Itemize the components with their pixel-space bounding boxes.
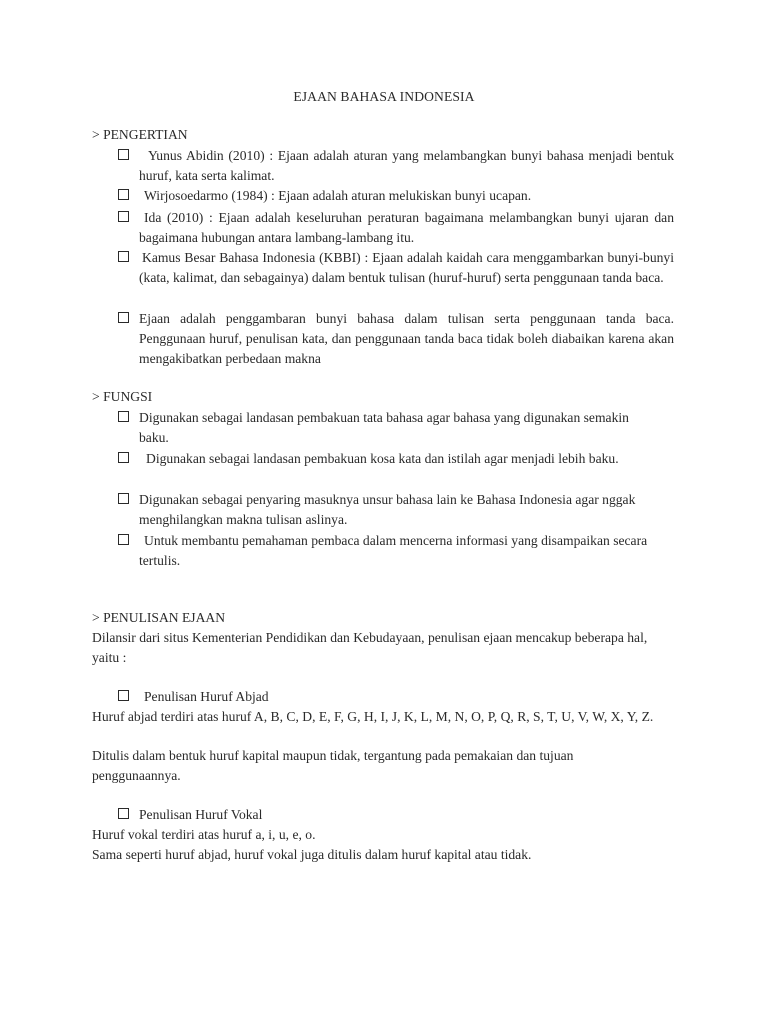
list-item bbox=[118, 449, 674, 469]
checkbox-icon bbox=[118, 534, 129, 545]
list-item bbox=[118, 208, 674, 248]
list-item-text: Digunakan sebagai landasan pembakuan tata bahasa agar bahasa yang digunakan semakin baku. bbox=[139, 410, 629, 445]
list-item-text: Untuk membantu pemahaman pembaca dalam mencerna informasi yang disampaikan secara tertulis. bbox=[139, 533, 648, 568]
checkbox-icon bbox=[118, 189, 129, 200]
subsection-vokal bbox=[118, 805, 674, 825]
checkbox-icon bbox=[118, 312, 129, 323]
checkbox-icon bbox=[118, 493, 129, 504]
list-item-text: Ejaan adalah penggambaran bunyi bahasa dalam tulisan serta penggunaan tanda baca. Penggunaan huruf, penulisan kata, dan penggunaan tanda baca tidak boleh diabaikan karena akan mengakibatkan perbedaan makna bbox=[139, 311, 674, 366]
checkbox-icon bbox=[118, 411, 129, 422]
list-item-text: Digunakan sebagai penyaring masuknya unsur bahasa lain ke Bahasa Indonesia agar nggak menghilangkan makna tulisan aslinya. bbox=[139, 492, 636, 527]
list-item bbox=[118, 248, 674, 288]
checkbox-icon bbox=[118, 690, 129, 701]
list-item bbox=[118, 186, 674, 206]
subsection-title: Penulisan Huruf Abjad bbox=[144, 689, 269, 704]
list-item-text: Ida (2010) : Ejaan adalah keseluruhan peraturan bagaimana melambangkan bunyi ujaran dan bagaimana hubungan antara lambang-lambang itu. bbox=[139, 210, 674, 245]
list-item bbox=[118, 490, 674, 530]
checkbox-icon bbox=[118, 452, 129, 463]
checkbox-icon bbox=[118, 149, 129, 160]
checkbox-icon bbox=[118, 251, 129, 262]
section-heading-pengertian: > PENGERTIAN bbox=[92, 127, 188, 142]
section-heading-fungsi: > FUNGSI bbox=[92, 389, 153, 404]
page-title: EJAAN BAHASA INDONESIA bbox=[293, 89, 475, 104]
list-item bbox=[118, 531, 674, 571]
list-item-text: Wirjosoedarmo (1984) : Ejaan adalah aturan melukiskan bunyi ucapan. bbox=[144, 188, 532, 203]
vokal-paragraph-1: Huruf vokal terdiri atas huruf a, i, u, e, o. bbox=[92, 827, 316, 842]
intro-paragraph: Dilansir dari situs Kementerian Pendidikan dan Kebudayaan, penulisan ejaan mencakup beberapa hal, yaitu : bbox=[92, 630, 648, 665]
subsection-title: Penulisan Huruf Vokal bbox=[139, 807, 263, 822]
list-item bbox=[118, 309, 674, 369]
abjad-paragraph-2: Ditulis dalam bentuk huruf kapital maupun tidak, tergantung pada pemakaian dan tujuan penggunaannya. bbox=[92, 748, 574, 783]
subsection-abjad bbox=[118, 687, 674, 707]
list-item-text: Kamus Besar Bahasa Indonesia (KBBI) : Ejaan adalah kaidah cara menggambarkan bunyi-bunyi (kata, kalimat, dan sebagainya) dalam bentuk tulisan (huruf-huruf) serta penggunaan tanda baca. bbox=[139, 250, 674, 285]
list-item bbox=[118, 408, 674, 448]
abjad-paragraph-1: Huruf abjad terdiri atas huruf A, B, C, D, E, F, G, H, I, J, K, L, M, N, O, P, Q, R, S, T, U, V, W, X, Y, Z. bbox=[92, 709, 654, 724]
checkbox-icon bbox=[118, 808, 129, 819]
list-item bbox=[118, 146, 674, 186]
list-item-text: Yunus Abidin (2010) : Ejaan adalah aturan yang melambangkan bunyi bahasa menjadi bentuk huruf, kata serta kalimat. bbox=[139, 148, 674, 183]
list-item-text: Digunakan sebagai landasan pembakuan kosa kata dan istilah agar menjadi lebih baku. bbox=[146, 451, 619, 466]
section-heading-penulisan-ejaan: > PENULISAN EJAAN bbox=[92, 610, 226, 625]
vokal-paragraph-2: Sama seperti huruf abjad, huruf vokal juga ditulis dalam huruf kapital atau tidak. bbox=[92, 847, 532, 862]
checkbox-icon bbox=[118, 211, 129, 222]
